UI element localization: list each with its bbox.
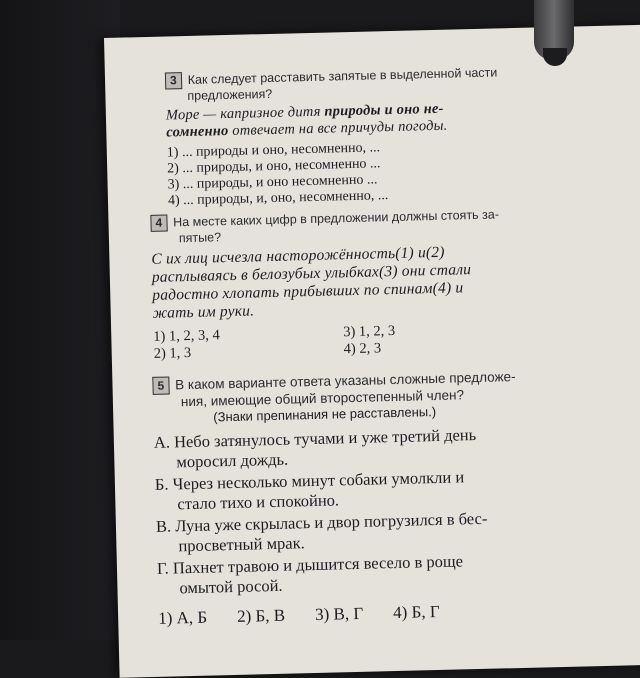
question-5-note: (Знаки препинания не расставлены.) [213,403,437,425]
question-5-answers [158,596,640,629]
answer-3[interactable]: 3) В, Г [314,603,364,625]
question-4-sentence [151,238,640,323]
item-line-2: моросил дождь. [176,449,289,472]
question-3-line-1: Как следует расставить запятые в выделенной части [187,65,498,87]
answer-4[interactable]: 4) Б, Г [392,601,440,623]
sentence-highlighted-part: сомненно [166,122,229,141]
option-1[interactable]: 1) ... природы и оно, несомненно, ... [166,140,381,161]
sentence-line: С их лиц исчезла насторожённость(1) и(2) [151,243,445,268]
answer-2[interactable]: 2) Б, В [236,605,286,626]
question-4 [150,202,640,363]
workbook-page [104,24,640,677]
question-4-number: 4 [150,215,167,232]
item-line-1: Г. Пахнет травою и дышится весело в роще [156,551,464,578]
sentence-line: радостно хлопать прибывших по спинам(4) и [152,279,464,304]
question-5-line-2: ния, имеющие общий второстепенный член? [180,387,465,410]
option-3[interactable]: 3) 1, 2, 3 [343,322,396,341]
question-3-options [167,133,640,210]
sentence-highlighted-part: природы и оно не- [324,100,444,120]
question-5-items [154,420,640,599]
question-5-number: 5 [152,377,169,395]
question-3-number: 3 [165,72,182,89]
item-line-2: стало тихо и спокойно. [177,490,340,514]
item-line-2: просветный мрак. [178,533,305,556]
option-4[interactable]: 4) 2, 3 [343,340,382,358]
sentence-line: расплываясь в белозубых улыбках(3) они стали [151,261,472,286]
question-4-options [153,316,640,363]
item-line-1: Б. Через несколько минут собаки умолкли и [154,467,465,494]
question-5 [152,364,640,629]
question-5-line-1: В каком варианте ответа указаны сложные предложе- [175,369,516,393]
answer-1[interactable]: 1) А, Б [157,607,208,628]
option-2[interactable]: 2) ... природы, и оно, несомненно ... [167,156,381,177]
question-4-line-2: пятые? [178,230,222,246]
sentence-line: жать им руки. [152,302,255,322]
desk-background [0,0,120,640]
item-line-1: А. Небо затянулось тучами и уже третий день [153,425,477,452]
sentence-plain-part: отвечает на все причуды погоды. [228,117,448,139]
question-3 [165,60,640,210]
sentence-plain-part: Море — капризное дитя [165,103,325,124]
question-4-line-1: На месте каких цифр в предложении должны стоять за- [173,207,500,230]
question-3-line-2: предложения? [187,86,273,103]
option-2[interactable]: 2) 1, 3 [153,344,192,362]
option-4[interactable]: 4) ... природы, и, оно, несомненно, ... [167,188,389,209]
item-line-1: В. Луна уже скрылась и двор погрузился в бес- [155,508,488,536]
option-3[interactable]: 3) ... природы, и оно несомненно ... [167,172,378,193]
item-line-2: омытой росой. [179,575,283,598]
option-1[interactable]: 1) 1, 2, 3, 4 [153,327,220,345]
